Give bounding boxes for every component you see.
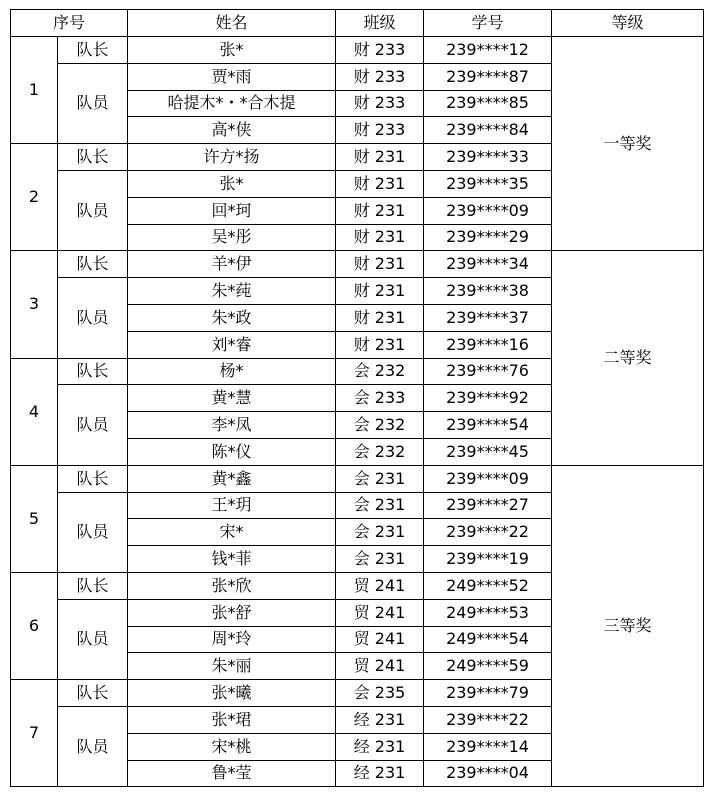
member-student-id: 249****54 bbox=[424, 626, 552, 653]
member-student-id: 239****04 bbox=[424, 760, 552, 787]
member-student-id: 239****16 bbox=[424, 331, 552, 358]
member-name: 鲁*莹 bbox=[128, 760, 336, 787]
role-captain: 队长 bbox=[58, 358, 128, 385]
member-student-id: 239****54 bbox=[424, 412, 552, 439]
member-name: 回*珂 bbox=[128, 197, 336, 224]
member-class: 贸 241 bbox=[336, 653, 424, 680]
member-name: 吴*彤 bbox=[128, 224, 336, 251]
member-name: 朱*政 bbox=[128, 304, 336, 331]
member-name: 朱*丽 bbox=[128, 653, 336, 680]
member-student-id: 239****09 bbox=[424, 465, 552, 492]
member-student-id: 239****09 bbox=[424, 197, 552, 224]
member-name: 羊*伊 bbox=[128, 251, 336, 278]
header-class: 班级 bbox=[336, 10, 424, 37]
role-member: 队员 bbox=[58, 706, 128, 786]
role-member: 队员 bbox=[58, 63, 128, 143]
member-name: 张*欣 bbox=[128, 572, 336, 599]
member-student-id: 239****37 bbox=[424, 304, 552, 331]
team-number: 7 bbox=[11, 680, 58, 787]
role-member: 队员 bbox=[58, 492, 128, 572]
member-name: 周*玲 bbox=[128, 626, 336, 653]
member-name: 贾*雨 bbox=[128, 63, 336, 90]
member-class: 会 231 bbox=[336, 465, 424, 492]
member-class: 会 232 bbox=[336, 358, 424, 385]
header-student-id: 学号 bbox=[424, 10, 552, 37]
member-name: 王*玥 bbox=[128, 492, 336, 519]
award-grade: 三等奖 bbox=[552, 465, 704, 787]
member-student-id: 239****79 bbox=[424, 680, 552, 707]
header-seq: 序号 bbox=[11, 10, 128, 37]
role-member: 队员 bbox=[58, 170, 128, 250]
role-captain: 队长 bbox=[58, 572, 128, 599]
team-number: 2 bbox=[11, 144, 58, 251]
member-student-id: 239****92 bbox=[424, 385, 552, 412]
role-captain: 队长 bbox=[58, 37, 128, 64]
member-student-id: 239****19 bbox=[424, 546, 552, 573]
member-student-id: 239****22 bbox=[424, 519, 552, 546]
team-number: 1 bbox=[11, 37, 58, 144]
member-class: 会 231 bbox=[336, 546, 424, 573]
team-number: 6 bbox=[11, 572, 58, 679]
role-captain: 队长 bbox=[58, 144, 128, 171]
role-captain: 队长 bbox=[58, 680, 128, 707]
role-member: 队员 bbox=[58, 385, 128, 465]
member-student-id: 249****53 bbox=[424, 599, 552, 626]
header-row bbox=[11, 10, 704, 37]
member-name: 张*舒 bbox=[128, 599, 336, 626]
member-class: 经 231 bbox=[336, 760, 424, 787]
team-number: 5 bbox=[11, 465, 58, 572]
member-class: 财 233 bbox=[336, 117, 424, 144]
member-class: 财 231 bbox=[336, 278, 424, 305]
member-class: 财 231 bbox=[336, 251, 424, 278]
member-name: 张* bbox=[128, 170, 336, 197]
role-member: 队员 bbox=[58, 278, 128, 358]
member-name: 张* bbox=[128, 37, 336, 64]
member-name: 哈提木*・*合木提 bbox=[128, 90, 336, 117]
member-name: 刘*睿 bbox=[128, 331, 336, 358]
member-student-id: 239****38 bbox=[424, 278, 552, 305]
table-row bbox=[11, 465, 704, 492]
role-captain: 队长 bbox=[58, 465, 128, 492]
member-name: 钱*菲 bbox=[128, 546, 336, 573]
award-grade: 一等奖 bbox=[552, 37, 704, 251]
member-student-id: 239****27 bbox=[424, 492, 552, 519]
member-student-id: 239****22 bbox=[424, 706, 552, 733]
member-class: 会 232 bbox=[336, 412, 424, 439]
member-student-id: 239****76 bbox=[424, 358, 552, 385]
member-class: 贸 241 bbox=[336, 626, 424, 653]
member-class: 会 231 bbox=[336, 492, 424, 519]
member-student-id: 239****45 bbox=[424, 438, 552, 465]
member-class: 财 231 bbox=[336, 197, 424, 224]
member-name: 黄*鑫 bbox=[128, 465, 336, 492]
member-name: 许方*扬 bbox=[128, 144, 336, 171]
header-name: 姓名 bbox=[128, 10, 336, 37]
member-class: 会 231 bbox=[336, 519, 424, 546]
member-class: 会 233 bbox=[336, 385, 424, 412]
member-student-id: 239****35 bbox=[424, 170, 552, 197]
member-name: 高*侠 bbox=[128, 117, 336, 144]
member-class: 贸 241 bbox=[336, 599, 424, 626]
member-class: 经 231 bbox=[336, 706, 424, 733]
award-table bbox=[10, 9, 704, 787]
member-name: 张*珺 bbox=[128, 706, 336, 733]
member-class: 经 231 bbox=[336, 733, 424, 760]
member-name: 黄*慧 bbox=[128, 385, 336, 412]
member-name: 宋* bbox=[128, 519, 336, 546]
member-name: 朱*莼 bbox=[128, 278, 336, 305]
member-student-id: 239****12 bbox=[424, 37, 552, 64]
table-row bbox=[11, 37, 704, 64]
member-class: 财 231 bbox=[336, 331, 424, 358]
member-class: 财 233 bbox=[336, 63, 424, 90]
member-student-id: 239****85 bbox=[424, 90, 552, 117]
member-student-id: 239****33 bbox=[424, 144, 552, 171]
member-name: 宋*桃 bbox=[128, 733, 336, 760]
member-class: 财 233 bbox=[336, 37, 424, 64]
table-row bbox=[11, 251, 704, 278]
table-body bbox=[11, 37, 704, 787]
member-student-id: 239****84 bbox=[424, 117, 552, 144]
member-student-id: 239****29 bbox=[424, 224, 552, 251]
member-student-id: 239****87 bbox=[424, 63, 552, 90]
member-class: 财 231 bbox=[336, 224, 424, 251]
member-class: 财 231 bbox=[336, 170, 424, 197]
member-student-id: 249****59 bbox=[424, 653, 552, 680]
team-number: 3 bbox=[11, 251, 58, 358]
member-student-id: 239****14 bbox=[424, 733, 552, 760]
member-student-id: 249****52 bbox=[424, 572, 552, 599]
member-name: 李*凤 bbox=[128, 412, 336, 439]
member-class: 财 231 bbox=[336, 304, 424, 331]
role-member: 队员 bbox=[58, 599, 128, 679]
award-grade: 二等奖 bbox=[552, 251, 704, 465]
member-name: 陈*仪 bbox=[128, 438, 336, 465]
member-name: 杨* bbox=[128, 358, 336, 385]
member-class: 财 233 bbox=[336, 90, 424, 117]
member-student-id: 239****34 bbox=[424, 251, 552, 278]
member-class: 财 231 bbox=[336, 144, 424, 171]
member-class: 会 232 bbox=[336, 438, 424, 465]
member-name: 张*曦 bbox=[128, 680, 336, 707]
member-class: 贸 241 bbox=[336, 572, 424, 599]
team-number: 4 bbox=[11, 358, 58, 465]
member-class: 会 235 bbox=[336, 680, 424, 707]
role-captain: 队长 bbox=[58, 251, 128, 278]
header-grade: 等级 bbox=[552, 10, 704, 37]
